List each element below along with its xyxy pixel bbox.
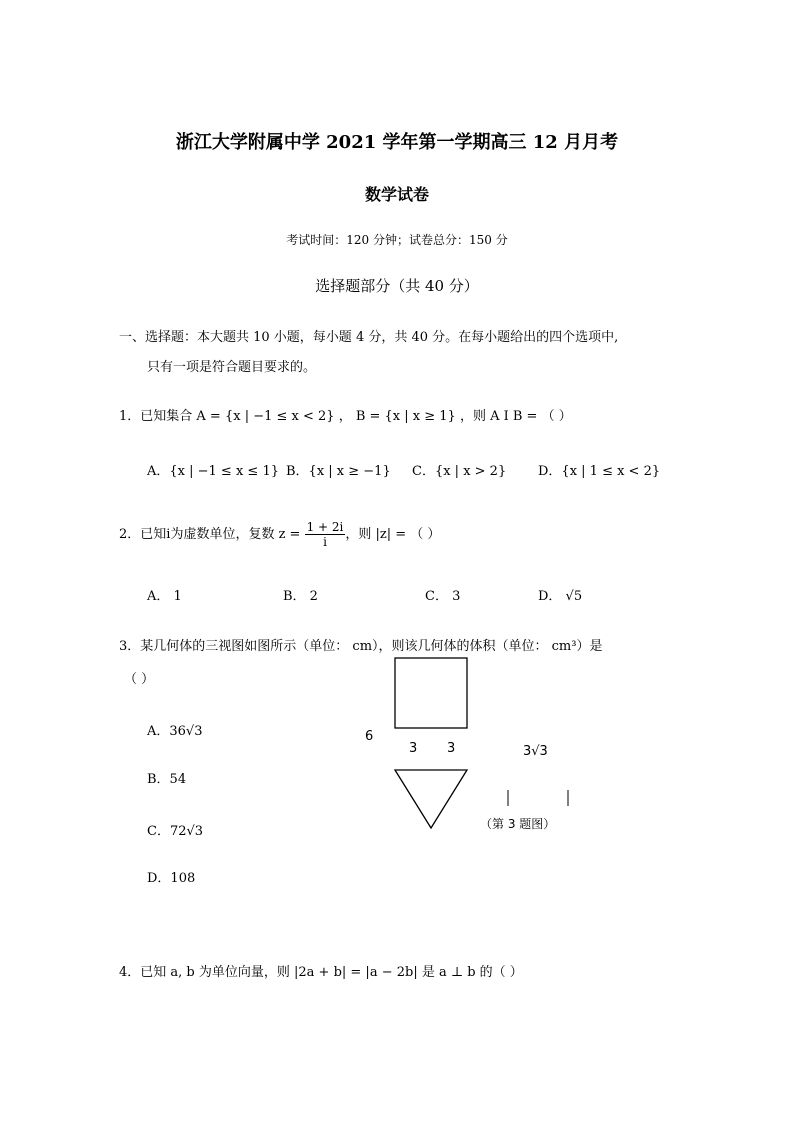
question-1 [119,405,572,424]
section-title: 选择题部分（共 40 分） [315,277,479,295]
question-stem: 已知 a, b 为单位向量，则 |2a + b| = |a − 2b| 是 a ⊥ b 的（ ） [140,965,523,980]
exam-info: 考试时间：120 分钟；试卷总分：150 分 [286,233,508,247]
q1-option-d: D．{x | 1 ≤ x < 2} [538,464,661,479]
q3-option-b: B．54 [147,772,187,787]
top-view-triangle [395,770,467,828]
question-2 [119,520,440,549]
question-stem: 已知集合 A = {x | −1 ≤ x < 2} ， B = {x | x ≥ 1} ，则 A I B = （ ） [140,409,572,424]
question-number: 2． [119,527,141,542]
question-stem-prefix: 已知i为虚数单位，复数 z = [140,527,301,542]
figure-label-3-left: 3 [409,741,418,756]
figure-caption: （第 3 题图） [480,817,556,831]
q1-option-a: A．{x | −1 ≤ x ≤ 1} [147,464,279,479]
question-number: 1． [119,409,141,424]
fraction-denominator: i [323,535,327,549]
q3-option-a: A．36√3 [147,724,203,739]
question-stem-suffix: ，则 |z| = （ ） [345,527,441,542]
question-stem: 某几何体的三视图如图所示（单位： cm），则该几何体的体积（单位： cm³）是 [140,639,603,654]
question-3-line2: （ ） [124,672,155,687]
fraction-numerator: 1 + 2i [306,520,344,534]
page-title: 浙江大学附属中学 2021 学年第一学期高三 12 月月考 [175,132,619,153]
question-4 [119,961,523,980]
section-instruction-line1: 一、选择题：本大题共 10 小题，每小题 4 分，共 40 分。在每小题给出的四个选项中, [119,330,619,345]
q2-option-a: A． 1 [147,589,182,604]
q1-option-c: C．{x | x > 2} [412,464,507,479]
q3-option-d: D．108 [147,871,196,886]
section-instruction-line2: 只有一项是符合题目要求的。 [147,360,317,375]
page-subtitle: 数学试卷 [364,185,429,204]
figure-label-3-right: 3 [447,741,456,756]
fraction [305,520,346,549]
question-number: 4． [119,965,141,980]
q1-option-b: B．{x | x ≥ −1} [286,464,391,479]
front-view-square [395,658,467,728]
figure-label-6: 6 [365,729,374,744]
q2-option-d: D． √5 [538,589,583,604]
q2-option-c: C． 3 [425,589,461,604]
question-number: 3． [119,639,141,654]
three-view-figure [360,650,590,840]
q2-option-b: B． 2 [283,589,318,604]
q3-option-c: C．72√3 [147,824,204,839]
figure-label-3-root-3: 3√3 [523,744,548,759]
